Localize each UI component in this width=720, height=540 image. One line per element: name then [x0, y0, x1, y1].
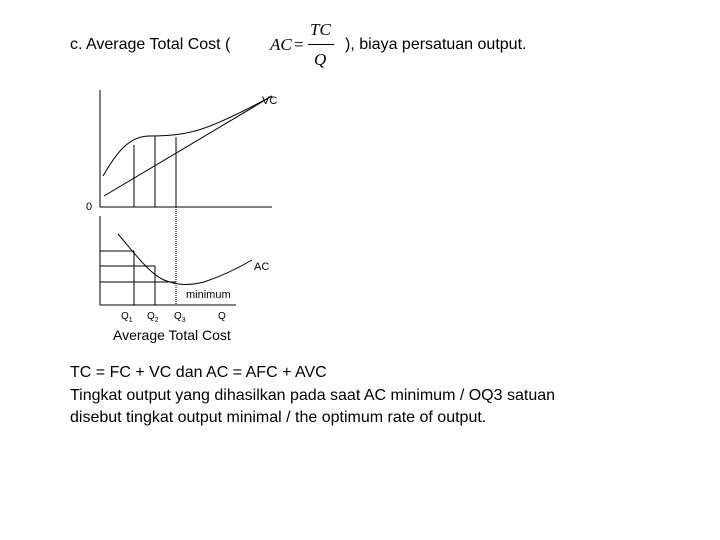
formula-equals: = [294, 35, 304, 54]
explanation-line-2: disebut tingkat output minimal / the optimum rate of output. [70, 409, 487, 426]
q2-label: $Q_2$ [147, 311, 159, 324]
ac-label: AC [254, 261, 270, 273]
formula-denominator: Q [314, 50, 327, 69]
q-label: Q [218, 311, 226, 322]
q3-label: $Q_3$ [174, 311, 186, 324]
formula-numerator: TC [310, 20, 331, 39]
diagram-caption: Average Total Cost [113, 327, 231, 343]
origin-label: 0 [86, 201, 93, 213]
minimum-label: minimum [186, 289, 231, 301]
formula-lhs: AC [270, 35, 292, 54]
q1-label: $Q_1$ [121, 311, 133, 324]
tc-curve [103, 96, 272, 176]
heading-prefix: c. Average Total Cost ( [70, 36, 231, 53]
heading-suffix: ), biaya persatuan output. [345, 36, 527, 53]
explanation-line-1: Tingkat output yang dihasilkan pada saat AC minimum / OQ3 satuan [70, 387, 556, 404]
vc-line [104, 96, 272, 196]
formula-line: TC = FC + VC dan AC = AFC + AVC [70, 364, 327, 381]
ac-curve [118, 234, 252, 284]
vc-label: VC [262, 95, 278, 107]
